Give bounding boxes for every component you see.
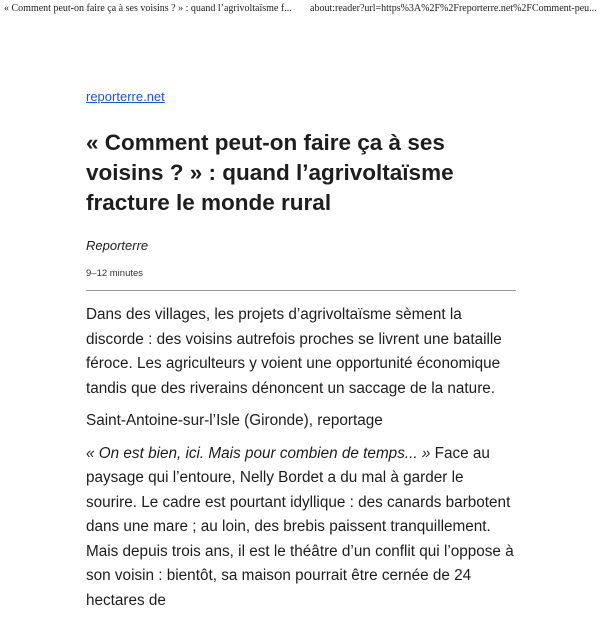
source-domain-link[interactable]: reporterre.net [86, 89, 165, 104]
article-content [86, 303, 516, 613]
reader-view [86, 88, 516, 621]
article-quote: « On est bien, ici. Mais pour combien de temps... » [86, 444, 431, 462]
print-page-title: « Comment peut-on faire ça à ses voisins ? » : quand l’agrivoltaïsme f... [4, 3, 292, 14]
article-paragraph [86, 442, 516, 614]
print-header [0, 0, 600, 20]
article-dateline: Saint-Antoine-sur-l’Isle (Gironde), reportage [86, 412, 383, 429]
reading-time: 9–12 minutes [86, 268, 144, 279]
divider [86, 290, 516, 291]
article-byline: Reporterre [86, 238, 149, 253]
article-lead: Dans des villages, les projets d’agrivoltaïsme sèment la discorde : des voisins autrefois proches se livrent une bataille féroce. Les agriculteurs y voient une opportunité économique tandis que des riverains dénoncent un saccage de la nature. [86, 306, 502, 397]
article-title: « Comment peut-on faire ça à ses voisins ? » : quand l’agrivoltaïsme fracture le monde rural [86, 130, 454, 215]
print-url: about:reader?url=https%3A%2F%2Freporterre.net%2FComment-peu... [310, 3, 597, 14]
article-body-text: Face au paysage qui l’entoure, Nelly Bordet a du mal à garder le sourire. Le cadre est pourtant idyllique : des canards barbotent dans une mare ; au loin, des brebis paissent tranquillement. Mais depuis trois ans, il est le théâtre d’un conflit qui l’oppose à son voisin : bientôt, sa maison pourrait être cernée de 24 hectares de [86, 444, 514, 609]
